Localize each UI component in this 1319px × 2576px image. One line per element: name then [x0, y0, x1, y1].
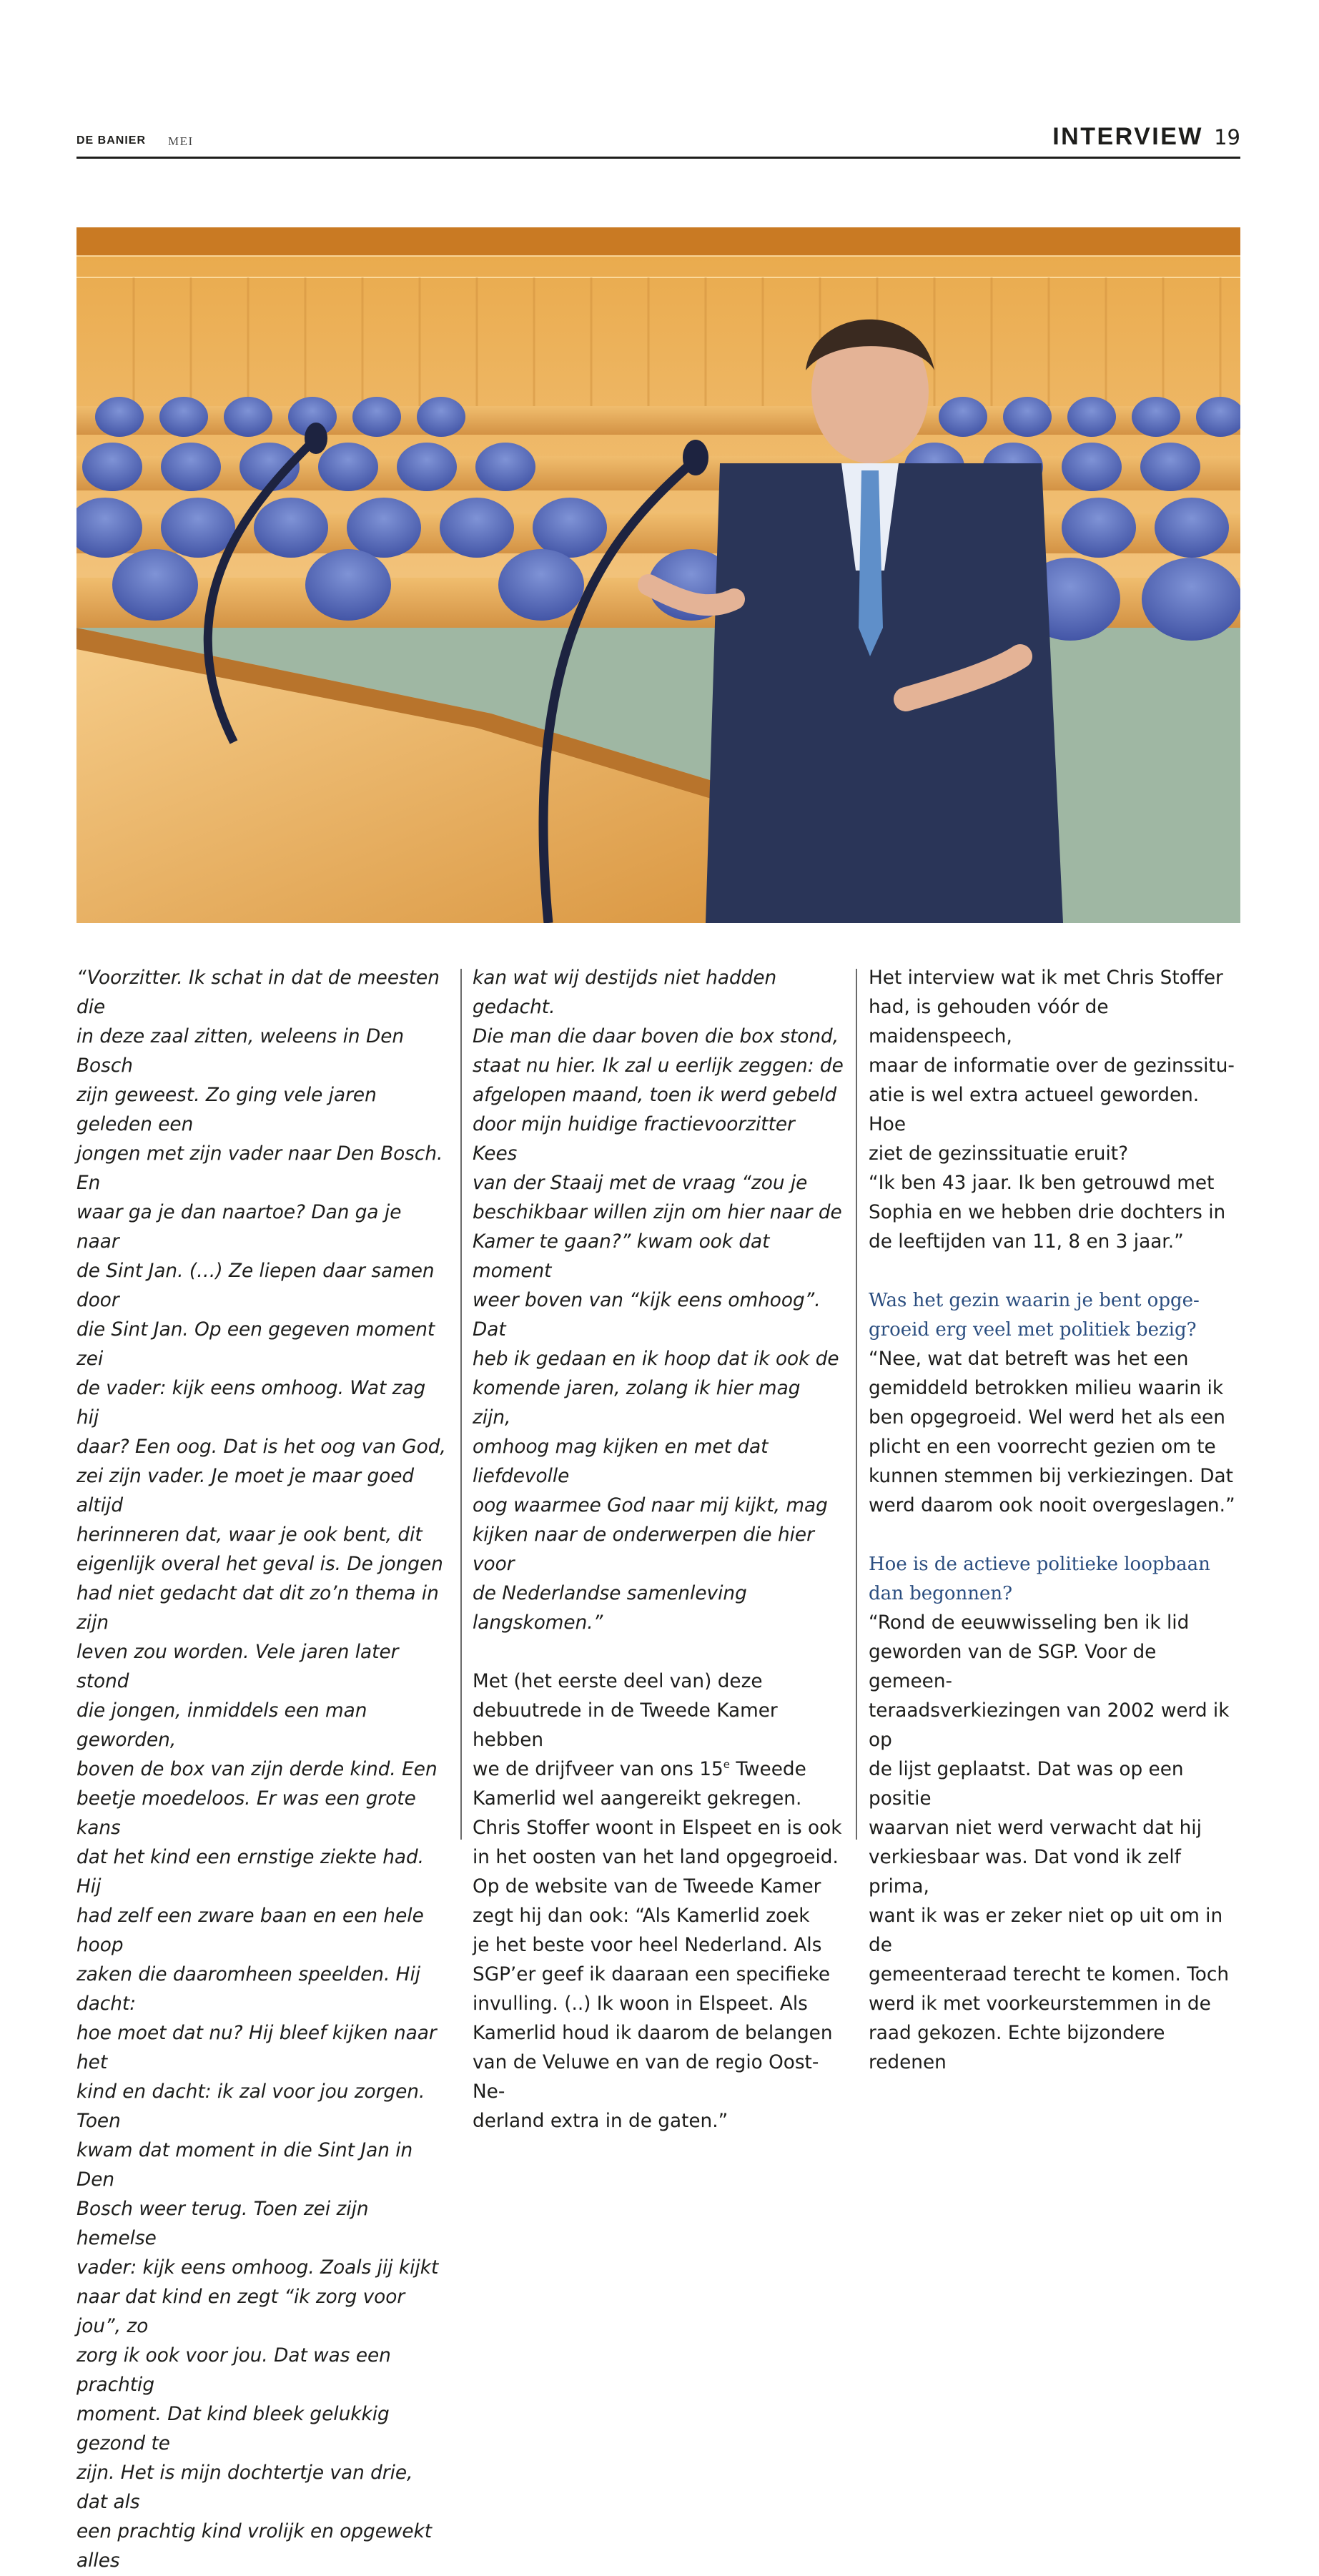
text-line: waarvan niet werd verwacht dat hij [869, 1817, 1202, 1839]
text-line: weer boven van “kijk eens omhoog”. Dat [473, 1290, 821, 1341]
text-line: geworden van de SGP. Voor de gemeen- [869, 1642, 1157, 1692]
text-line: teraadsverkiezingen van 2002 werd ik op [869, 1700, 1230, 1751]
text-line: kunnen stemmen bij verkiezingen. Dat [869, 1466, 1233, 1487]
text-line: Kamerlid wel aangereikt gekregen. [473, 1788, 802, 1810]
paragraph-gap [869, 1521, 1240, 1550]
text-line: Op de website van de Tweede Kamer [473, 1876, 821, 1898]
text-line: kwam dat moment in die Sint Jan in Den [76, 2140, 413, 2191]
text-line: kind en dacht: ik zal voor jou zorgen. Toen [76, 2081, 425, 2132]
text-line: in deze zaal zitten, weleens in Den Bosch [76, 1026, 405, 1077]
text-line: hoe moet dat nu? Hij bleef kijken naar het [76, 2023, 437, 2073]
text-line: oog waarmee God naar mij kijkt, mag [473, 1495, 828, 1516]
text-line: zaken die daaromheen speelden. Hij dacht: [76, 1964, 421, 2015]
text-line: want ik was er zeker niet op uit om in de [869, 1905, 1223, 1956]
text-line-with-ordinal [473, 1755, 844, 1785]
text-line: door mijn huidige fractievoorzitter Kees [473, 1114, 795, 1165]
text-line: werd daarom ook nooit overgeslagen.” [869, 1495, 1235, 1516]
text-fragment: Tweede [729, 1759, 806, 1780]
section-title: INTERVIEW [1052, 123, 1203, 150]
text-line: had niet gedacht dat dit zo’n thema in zijn [76, 1583, 439, 1634]
text-line: werd ik met voorkeurstemmen in de [869, 1993, 1211, 2015]
text-line: had, is gehouden vóór de maidenspeech, [869, 997, 1109, 1047]
text-line: afgelopen maand, toen ik werd gebeld [473, 1085, 837, 1106]
text-line: herinneren dat, waar je ook bent, dit [76, 1524, 423, 1546]
text-line: “Rond de eeuwwisseling ben ik lid [869, 1612, 1190, 1634]
text-line: eigenlijk overal het geval is. De jongen [76, 1554, 443, 1575]
photo-illustration [76, 227, 1240, 923]
text-line: raad gekozen. Echte bijzondere redenen [869, 2023, 1165, 2073]
magazine-name: DE BANIER [76, 134, 147, 147]
text-line: Met (het eerste deel van) deze [473, 1671, 763, 1692]
text-line: staat nu hier. Ik zal u eerlijk zeggen: de [473, 1055, 844, 1077]
interview-question: Was het gezin waarin je bent opge- [869, 1290, 1200, 1311]
text-line: waar ga je dan naartoe? Dan ga je naar [76, 1202, 402, 1253]
text-line: Bosch weer terug. Toen zei zijn hemelse [76, 2199, 369, 2249]
header-rule [76, 157, 1240, 159]
text-line: zijn geweest. Zo ging vele jaren geleden een [76, 1085, 377, 1135]
text-line: leven zou worden. Vele jaren later stond [76, 1642, 399, 1692]
text-line: ziet de gezinssituatie eruit? [869, 1143, 1129, 1165]
text-line: vader: kijk eens omhoog. Zoals jij kijkt [76, 2257, 439, 2279]
photo-speaker-in-chamber [76, 227, 1240, 923]
issue-month: MEI [168, 134, 194, 148]
interview-question: groeid erg veel met politiek bezig? [869, 1319, 1197, 1341]
interview-question: dan begonnen? [869, 1583, 1013, 1604]
text-line: “Nee, wat dat betreft was het een [869, 1348, 1189, 1370]
text-line: naar dat kind en zegt “ik zorg voor jou”, zo [76, 2286, 405, 2337]
text-line: SGP’er geef ik daaraan een specifieke [473, 1964, 831, 1985]
text-line: atie is wel extra actueel geworden. Hoe [869, 1085, 1200, 1135]
text-line: een prachtig kind vrolijk en opgewekt alles [76, 2521, 433, 2572]
page-number: 19 [1214, 125, 1240, 149]
text-line: beschikbaar willen zijn om hier naar de [473, 1202, 842, 1223]
text-line: heb ik gedaan en ik hoop dat ik ook de [473, 1348, 839, 1370]
text-line: je het beste voor heel Nederland. Als [473, 1935, 822, 1956]
interview-question: Hoe is de actieve politieke loopbaan [869, 1554, 1210, 1575]
text-line: zorg ik ook voor jou. Dat was een prachtig [76, 2345, 391, 2396]
text-line: debuutrede in de Tweede Kamer hebben [473, 1700, 778, 1751]
text-line: plicht en een voorrecht gezien om te [869, 1436, 1216, 1458]
text-line: Kamerlid houd ik daarom de belangen [473, 2023, 833, 2044]
text-line: kijken naar de onderwerpen die hier voor [473, 1524, 814, 1575]
text-line: de vader: kijk eens omhoog. Wat zag hij [76, 1378, 426, 1428]
ordinal-superscript: e [723, 1758, 730, 1772]
text-line: van de Veluwe en van de regio Oost-Ne- [473, 2052, 819, 2103]
text-line: in het oosten van het land opgegroeid. [473, 1847, 839, 1868]
text-line: had zelf een zware baan en een hele hoop [76, 1905, 424, 1956]
column-1-quote [76, 964, 448, 2576]
paragraph-gap [473, 1638, 844, 1667]
text-line: Chris Stoffer woont in Elspeet en is ook [473, 1817, 842, 1839]
text-fragment: we de drijfveer van ons 15 [473, 1759, 723, 1780]
text-line: zegt hij dan ook: “Als Kamerlid zoek [473, 1905, 810, 1927]
text-line: verkiesbaar was. Dat vond ik zelf prima, [869, 1847, 1181, 1898]
text-line: “Ik ben 43 jaar. Ik ben getrouwd met [869, 1173, 1215, 1194]
text-line: gemeenteraad terecht te komen. Toch [869, 1964, 1230, 1985]
text-line: beetje moedeloos. Er was een grote kans [76, 1788, 416, 1839]
text-line: de Nederlandse samenleving langskomen.” [473, 1583, 747, 1634]
column-separator [460, 969, 462, 1840]
text-line: die Sint Jan. Op een gegeven moment zei [76, 1319, 435, 1370]
text-line: maar de informatie over de gezinssitu- [869, 1055, 1235, 1077]
text-line: daar? Een oog. Dat is het oog van God, [76, 1436, 446, 1458]
text-line: de Sint Jan. (…) Ze liepen daar samen door [76, 1260, 435, 1311]
text-line: Die man die daar boven die box stond, [473, 1026, 839, 1047]
text-line: de leeftijden van 11, 8 en 3 jaar.” [869, 1231, 1184, 1253]
paragraph-gap [869, 1257, 1240, 1286]
quote-continuation [473, 964, 844, 1638]
text-line: gemiddeld betrokken milieu waarin ik [869, 1378, 1224, 1399]
text-line: de lijst geplaatst. Dat was op een positie [869, 1759, 1184, 1810]
text-line: moment. Dat kind bleek gelukkig gezond te [76, 2404, 390, 2454]
text-line: dat het kind een ernstige ziekte had. Hij [76, 1847, 425, 1898]
text-line: kan wat wij destijds niet hadden gedacht. [473, 967, 777, 1018]
text-line: Het interview wat ik met Chris Stoffer [869, 967, 1223, 989]
text-line: derland extra in de gaten.” [473, 2111, 728, 2132]
column-3 [869, 964, 1240, 2078]
column-separator [856, 969, 857, 1840]
text-line: die jongen, inmiddels een man geworden, [76, 1700, 367, 1751]
text-line: komende jaren, zolang ik hier mag zijn, [473, 1378, 801, 1428]
text-line: ben opgegroeid. Wel werd het als een [869, 1407, 1225, 1428]
text-line: boven de box van zijn derde kind. Een [76, 1759, 438, 1780]
text-line: “Voorzitter. Ik schat in dat de meesten die [76, 967, 440, 1018]
text-line: zei zijn vader. Je moet je maar goed altijd [76, 1466, 415, 1516]
text-line: zijn. Het is mijn dochtertje van drie, dat als [76, 2462, 413, 2513]
text-line: van der Staaij met de vraag “zou je [473, 1173, 808, 1194]
text-line: jongen met zijn vader naar Den Bosch. En [76, 1143, 443, 1194]
text-line: Kamer te gaan?” kwam ook dat moment [473, 1231, 770, 1282]
text-line: Sophia en we hebben drie dochters in [869, 1202, 1226, 1223]
text-line: invulling. (..) Ik woon in Elspeet. Als [473, 1993, 808, 2015]
page-header [76, 120, 1240, 160]
column-2 [473, 964, 844, 2136]
text-line: omhoog mag kijken en met dat liefdevolle [473, 1436, 769, 1487]
